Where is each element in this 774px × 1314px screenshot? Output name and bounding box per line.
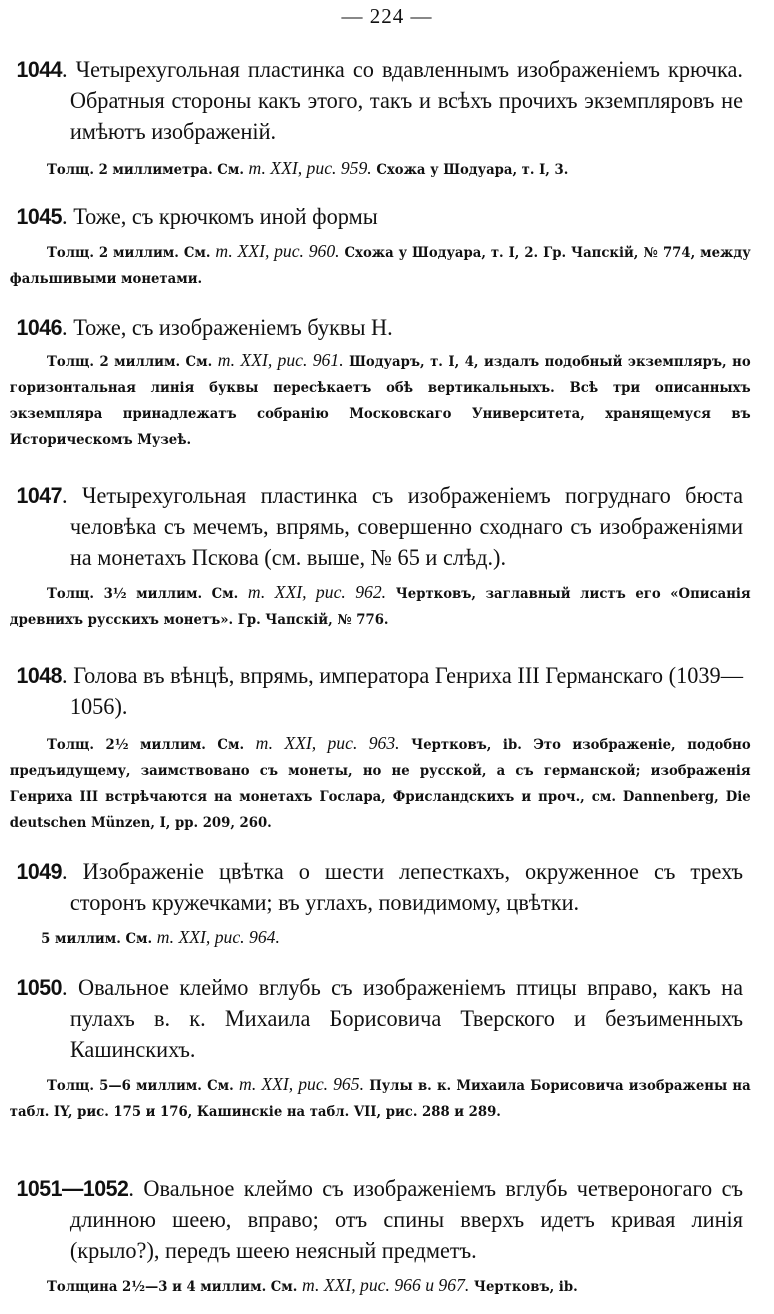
entry-description [0,480,751,573]
note-measure: Толщ. 2 миллиметра. См. [47,162,244,178]
note-measure: Толщ. 2½ миллим. См. [47,737,245,753]
note-plate-reference: т. XXI, рис. 959. [248,158,372,178]
catalog-entry-1049 [0,856,774,952]
entry-note [0,238,759,292]
note-commentary: Пулы в. к. Михаила Борисовича изображены на табл. IY, рис. 175 и 176, Кашинскіе на табл. VII, рис. 288 и 289. [9,1078,751,1120]
entry-note [0,730,759,836]
note-commentary: Чертковъ, заглавный листъ его «Описанія древнихъ русскихъ монетъ». Гр. Чапскій, № 776. [9,586,751,628]
entry-text: . Овальное клеймо вглубь съ изображеніемъ птицы вправо, какъ на пулахъ в. к. Михаила Борисовича Тверского и безъименныхъ Кашинскихъ. [62,975,744,1062]
entry-text: . Голова въ вѣнцѣ, впрямь, императора Генриха III Германскаго (1039—1056). [62,663,744,719]
note-commentary: Шодуаръ, т. I, 4, издалъ подобный экземпляръ, но горизонтальная линія буквы пересѣкаетъ обѣ вертикальныхъ. Всѣ три описанныхъ экземпляра принадлежатъ собранію Московскаго Университета, хранящемуся въ Историческомъ Музеѣ. [9,354,751,448]
entry-text: . Изображеніе цвѣтка о шести лепесткахъ, окруженное съ трехъ сторонъ кружечками; въ углахъ, повидимому, цвѣтки. [62,859,744,915]
catalog-entry-1047 [0,480,774,633]
page-number: — 224 — [341,4,433,28]
catalog-entry-1050 [0,972,774,1125]
entry-note [0,1272,759,1300]
entry-description [0,1173,751,1266]
note-plate-reference: т. XXI, рис. 966 и 967. [302,1275,470,1295]
entry-description [0,972,751,1065]
entry-text: . Тоже, съ изображеніемъ буквы Н. [62,315,393,340]
entry-description [0,660,751,722]
note-measure: 5 миллим. См. [41,931,153,947]
note-commentary: Чертковъ, ib. Это изображеніе, подобно предъидущему, заимствовано съ монеты, но не русской, а съ германской; изображенія Генриха III встрѣчаются на монетахъ Гослара, Фрисландскихъ и проч., см. Dannenberg, Die deutschen Münzen, I, pp. 209, 260. [9,737,751,831]
entry-number: 1049 [16,859,63,884]
entry-note [0,924,759,952]
catalog-entry-1048 [0,660,774,836]
entry-text: . Овальное клеймо съ изображеніемъ вглубь четвероногаго съ длинною шеею, вправо; отъ спины вверхъ идетъ кривая линія (крыло?), передъ шеею неясный предметъ. [69,1176,744,1263]
note-commentary: Схожа у Шодуара, т. I, 3. [376,162,569,178]
entry-number: 1045 [16,204,63,229]
entry-number: 1047 [16,483,63,508]
entry-description [0,856,751,918]
entry-text: . Тоже, съ крючкомъ иной формы [62,204,378,229]
entry-number: 1046 [16,315,63,340]
catalog-entry-1045 [0,201,774,292]
note-commentary: Чертковъ, ib. [473,1279,578,1295]
note-plate-reference: т. XXI, рис. 960. [215,241,340,261]
entry-note [0,347,759,453]
entry-number: 1044 [16,57,63,82]
entry-number: 1050 [16,975,63,1000]
note-plate-reference: т. XXI, рис. 961. [217,350,344,370]
entry-number: 1051—1052 [16,1176,129,1201]
entry-description [0,201,751,232]
catalog-entry-1046 [0,312,774,453]
entry-description [0,312,751,343]
note-measure: Толщ. 5—6 миллим. См. [47,1078,234,1094]
note-plate-reference: т. XXI, рис. 965. [238,1074,364,1094]
note-plate-reference: т. XXI, рис. 964. [156,927,280,947]
note-plate-reference: т. XXI, рис. 963. [255,733,400,753]
note-measure: Толщина 2½—3 и 4 миллим. См. [47,1279,298,1295]
note-plate-reference: т. XXI, рис. 962. [247,582,387,602]
note-measure: Толщ. 2 миллим. См. [47,354,213,370]
entry-text: . Четырехугольная пластинка со вдавленнымъ изображеніемъ крючка. Обратныя стороны какъ этого, такъ и всѣхъ прочихъ экземпляровъ не имѣютъ изображеній. [62,57,744,144]
entry-note [0,579,759,633]
entry-description [0,54,751,147]
note-measure: Толщ. 3½ миллим. См. [47,586,239,602]
entry-note [0,155,759,183]
entry-text: . Четырехугольная пластинка съ изображеніемъ погруднаго бюста человѣка съ мечемъ, впрямь, совершенно сходнаго съ изображеніями на монетахъ Пскова (см. выше, № 65 и слѣд.). [62,483,744,570]
catalog-entry-1044 [0,54,774,183]
entry-note [0,1071,759,1125]
note-commentary: Схожа у Шодуара, т. I, 2. Гр. Чапскій, № 774, между фальшивыми монетами. [9,245,751,287]
catalog-entry-1051-1052 [0,1173,774,1300]
note-measure: Толщ. 2 миллим. См. [47,245,211,261]
entry-number: 1048 [16,663,63,688]
